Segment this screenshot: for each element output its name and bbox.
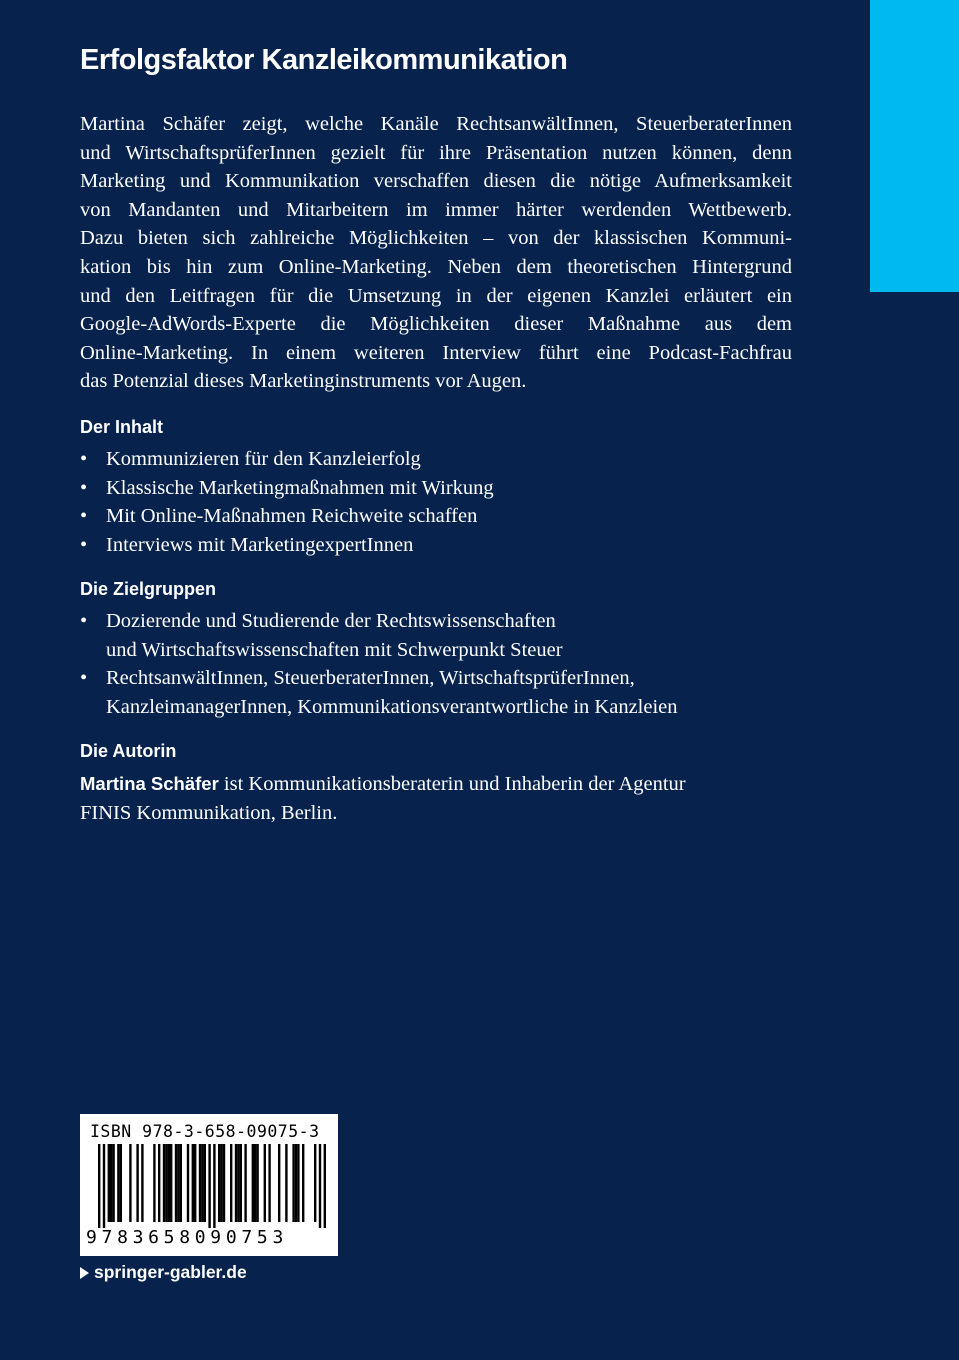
barcode-bar	[278, 1144, 280, 1222]
barcode-bar	[204, 1144, 206, 1222]
ean-digits: 9783658090753	[86, 1227, 288, 1248]
barcode-bar	[208, 1144, 210, 1228]
barcode-bar	[235, 1144, 237, 1222]
barcode-bar	[230, 1144, 232, 1222]
barcode-bar	[264, 1144, 266, 1222]
barcode-bar	[158, 1144, 160, 1222]
barcode-bar	[324, 1144, 326, 1228]
barcode-bar	[180, 1144, 182, 1222]
barcode-bar	[165, 1144, 167, 1222]
intro-paragraph	[80, 110, 792, 396]
list-item-line: RechtsanwältInnen, SteuerberaterInnen, WirtschaftsprüferInnen,	[106, 667, 635, 690]
barcode-bar	[170, 1144, 172, 1222]
barcode-bar	[213, 1144, 215, 1228]
list-item	[80, 664, 800, 721]
barcode-bar	[141, 1144, 143, 1222]
barcode-bar	[254, 1144, 256, 1222]
list-item-line: KanzleimanagerInnen, Kommunikationsverantwortliche in Kanzleien	[106, 695, 678, 718]
intro-line: und den Leitfragen für die Umsetzung in der eigenen Kanzlei erläutert ein	[80, 284, 792, 307]
barcode-bar	[177, 1144, 179, 1222]
barcode-bar	[103, 1144, 105, 1228]
publisher-url: springer-gabler.de	[94, 1262, 247, 1282]
barcode-bar	[220, 1144, 222, 1222]
barcode-bar	[120, 1144, 122, 1222]
isbn-barcode	[80, 1114, 338, 1256]
list-item: • Kommunizieren für den Kanzleierfolg	[80, 445, 800, 474]
intro-line: von Mandanten und Mitarbeitern im immer härter werdenden Wettbewerb.	[80, 198, 792, 221]
intro-line: Martina Schäfer zeigt, welche Kanäle RechtsanwältInnen, SteuerberaterInnen	[80, 113, 792, 135]
barcode-bar	[199, 1144, 201, 1222]
barcode-bar	[252, 1144, 254, 1222]
accent-bar	[870, 0, 959, 292]
list-item-line: Dozierende und Studierende der Rechtswissenschaften	[106, 610, 556, 632]
list-item	[80, 607, 800, 664]
zielgruppen-list	[80, 607, 800, 721]
barcode-bar	[297, 1144, 299, 1222]
list-item: • Interviews mit MarketingexpertInnen	[80, 531, 800, 560]
barcode-bar	[302, 1144, 304, 1222]
intro-line: Dazu bieten sich zahlreiche Möglichkeiten – von der klassischen Kommuni-	[80, 227, 792, 250]
arrow-right-icon	[80, 1267, 89, 1279]
barcode-bar	[108, 1144, 110, 1222]
barcode-bar	[237, 1144, 239, 1222]
intro-line: Online-Marketing. In einem weiteren Interview führt eine Podcast-Fachfrau	[80, 341, 792, 364]
intro-line: und WirtschaftsprüferInnen gezielt für ihre Präsentation nutzen können, denn	[80, 141, 792, 164]
barcode-bar	[163, 1144, 165, 1222]
publisher-link[interactable]	[80, 1262, 247, 1283]
barcode-bar	[112, 1144, 114, 1222]
barcode-bar	[218, 1144, 220, 1222]
inhalt-heading: Der Inhalt	[80, 417, 164, 437]
barcode-bar	[314, 1144, 316, 1222]
intro-line: Marketing und Kommunikation verschaffen diesen die nötige Aufmerksamkeit	[80, 170, 792, 193]
barcode-bar	[194, 1144, 196, 1222]
barcode-bar	[223, 1144, 225, 1222]
list-item-line: und Wirtschaftswissenschaften mit Schwerpunkt Steuer	[106, 638, 563, 661]
barcode-bar	[256, 1144, 258, 1222]
barcode-bar	[268, 1144, 270, 1222]
barcode-bar	[240, 1144, 242, 1222]
barcode-bar	[129, 1144, 131, 1222]
list-item: • Klassische Marketingmaßnahmen mit Wirkung	[80, 474, 800, 503]
barcode-bar	[136, 1144, 138, 1222]
barcode-bar	[192, 1144, 194, 1222]
barcode-bar	[153, 1144, 155, 1222]
barcode-bar	[175, 1144, 177, 1222]
author-bio-line: FINIS Kommunikation, Berlin.	[80, 801, 338, 824]
inhalt-list	[80, 445, 800, 559]
barcode-bar	[244, 1144, 246, 1222]
zielgruppen-heading: Die Zielgruppen	[80, 579, 217, 599]
barcode-bar	[117, 1144, 119, 1222]
author-bio-line: ist Kommunikationsberaterin und Inhaberin der Agentur	[218, 773, 686, 795]
barcode-bar	[201, 1144, 203, 1222]
barcode-bar	[285, 1144, 287, 1222]
barcode-bar	[295, 1144, 297, 1222]
barcode-bar	[168, 1144, 170, 1222]
barcode-bar	[292, 1144, 294, 1222]
barcode-bar	[319, 1144, 321, 1228]
intro-line: kation bis hin zum Online-Marketing. Neben dem theoretischen Hintergrund	[80, 255, 792, 278]
author-bio	[80, 770, 792, 827]
barcode-bar	[187, 1144, 189, 1222]
isbn-label: ISBN 978-3-658-09075-3	[90, 1122, 320, 1141]
author-name: Martina Schäfer	[80, 773, 219, 794]
intro-line: Google-AdWords-Experte die Möglichkeiten dieser Maßnahme aus dem	[80, 313, 792, 336]
autorin-heading: Die Autorin	[80, 741, 177, 761]
list-item: • Mit Online-Maßnahmen Reichweite schaffen	[80, 502, 800, 531]
barcode-bar	[110, 1144, 112, 1222]
book-title: Erfolgsfaktor Kanzleikommunikation	[80, 44, 568, 76]
barcode-icon	[80, 1144, 338, 1228]
barcode-bar	[98, 1144, 100, 1228]
intro-line: das Potenzial dieses Marketinginstruments vor Augen.	[80, 370, 527, 393]
